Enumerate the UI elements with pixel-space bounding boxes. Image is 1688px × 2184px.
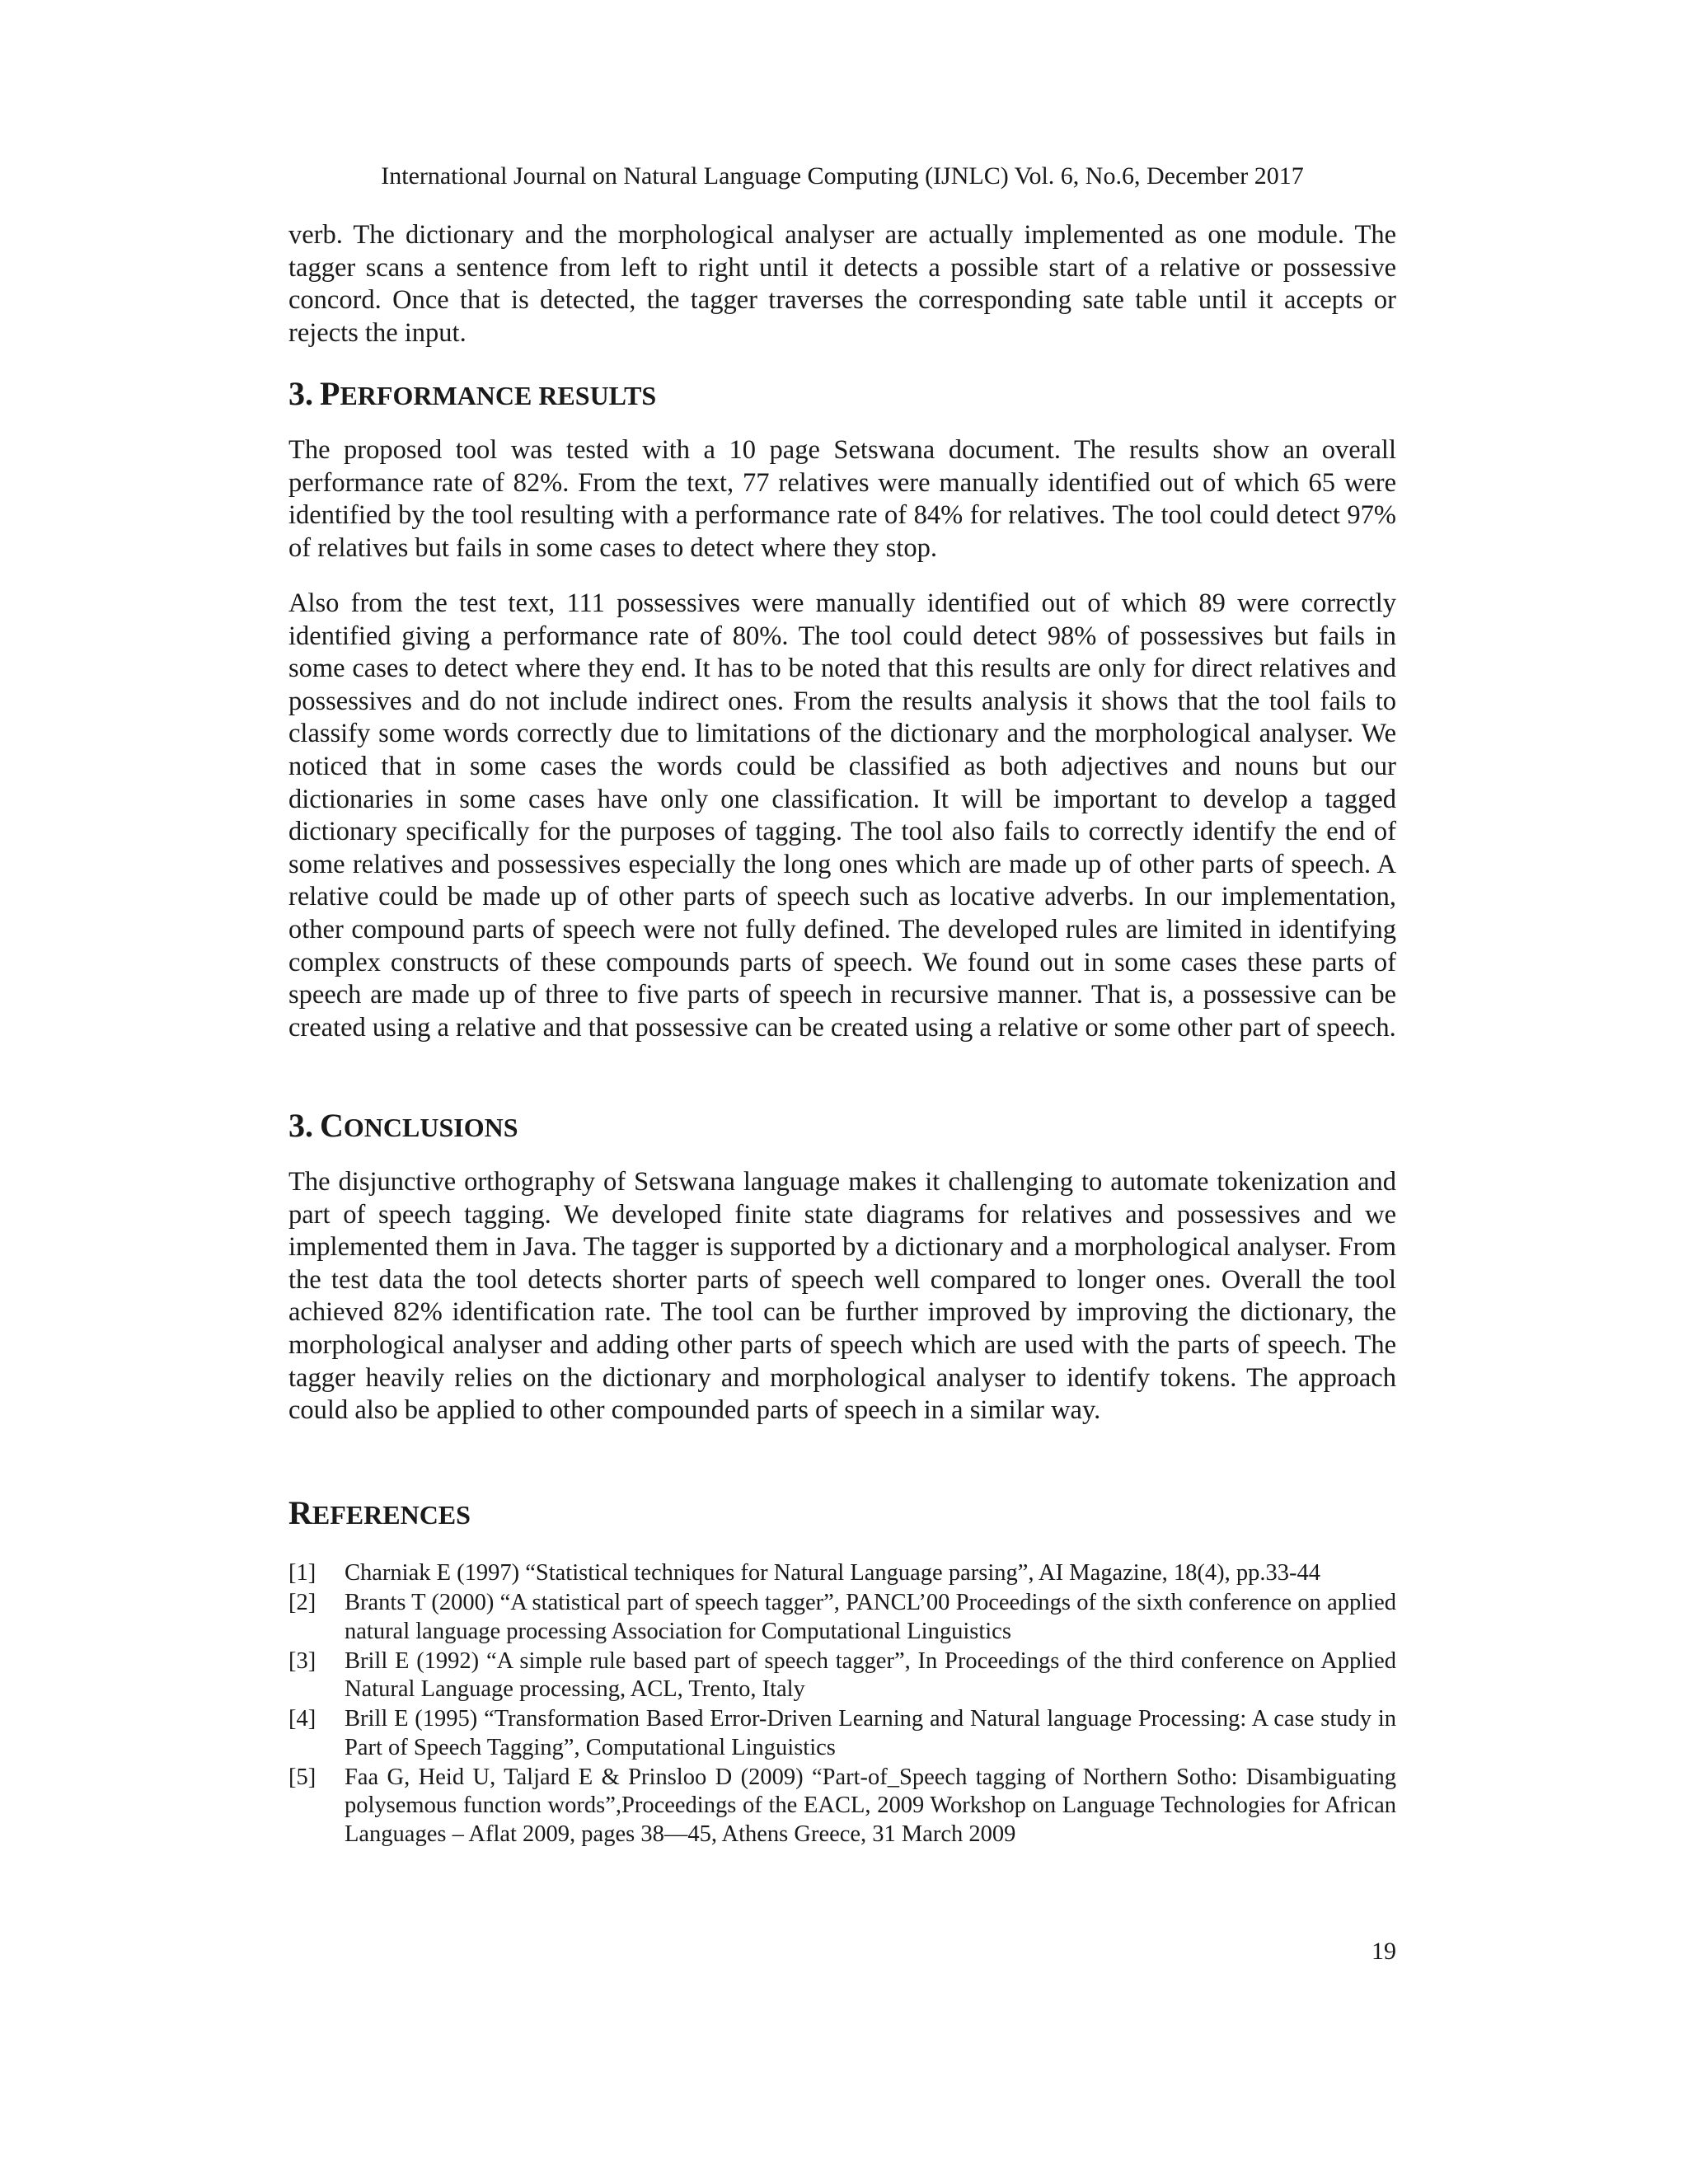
page-number: 19 xyxy=(1372,1938,1396,1965)
running-header: International Journal on Natural Language Computing (IJNLC) Vol. 6, No.6, December 2017 xyxy=(381,162,1304,190)
reference-item xyxy=(288,1559,1396,1588)
section-title-initial: C xyxy=(320,1107,344,1144)
section-title-rest: ERFORMANCE RESULTS xyxy=(340,381,657,410)
references-title-initial: R xyxy=(288,1494,312,1531)
references-title-rest: EFERENCES xyxy=(312,1500,471,1530)
section-number: 3. xyxy=(288,375,313,412)
reference-text: Brill E (1992) “A simple rule based part of speech tagger”, In Proceedings of the third conference on Applied Natural Language processing, ACL, Trento, Italy xyxy=(345,1647,1396,1702)
reference-number: [5] xyxy=(288,1764,316,1790)
section-title-rest: ONCLUSIONS xyxy=(343,1113,518,1142)
reference-item xyxy=(288,1705,1396,1762)
intro-paragraph: verb. The dictionary and the morphological analyser are actually implemented as one module. The tagger scans a sentence from left to right until it detects a possible start of a relative or possessive concord. Once that is detected, the tagger traverses the corresponding sate table until it accepts or rejects the input. xyxy=(288,220,1396,348)
reference-item xyxy=(288,1764,1396,1849)
references-heading xyxy=(288,1494,471,1531)
reference-item xyxy=(288,1647,1396,1704)
performance-paragraph-2: Also from the test text, 111 possessives were manually identified out of which 89 were correctly identified giving a performance rate of 80%. The tool could detect 98% of possessives but fails in some cases to detect where they end. It has to be noted that this results are only for direct relatives and possessives and do not include indirect ones. From the results analysis it shows that the tool fails to classify some words correctly due to limitations of the dictionary and the morphological analyser. We noticed that in some cases the words could be classified as both adjectives and nouns but our dictionaries in some cases have only one classification. It will be important to develop a tagged dictionary specifically for the purposes of tagging. The tool also fails to correctly identify the end of some relatives and possessives especially the long ones which are made up of other parts of speech. A relative could be made up of other parts of speech such as locative adverbs. In our implementation, other compound parts of speech were not fully defined. The developed rules are limited in identifying complex constructs of these compounds parts of speech. We found out in some cases these parts of speech are made up of three to five parts of speech in recursive manner. That is, a possessive can be created using a relative and that possessive can be created using a relative or some other part of speech. xyxy=(288,588,1396,1043)
reference-number: [4] xyxy=(288,1706,316,1732)
reference-number: [3] xyxy=(288,1647,316,1674)
reference-number: [2] xyxy=(288,1590,316,1615)
reference-text: Brants T (2000) “A statistical part of speech tagger”, PANCL’00 Proceedings of the sixth conference on applied natural language processing Association for Computational Linguistics xyxy=(345,1590,1396,1644)
reference-text: Faa G, Heid U, Taljard E & Prinsloo D (2009) “Part-of_Speech tagging of Northern Sotho: Disambiguating polysemous function words”,Proceedings of the EACL, 2009 Workshop on Language Technologies for African Languages – Aflat 2009, pages 38—45, Athens Greece, 31 March 2009 xyxy=(345,1764,1396,1847)
reference-list xyxy=(288,1559,1396,1850)
section-heading-performance xyxy=(288,377,656,412)
reference-text: Brill E (1995) “Transformation Based Error-Driven Learning and Natural language Processing: A case study in Part of Speech Tagging”, Computational Linguistics xyxy=(345,1706,1396,1760)
reference-number: [1] xyxy=(288,1560,316,1586)
performance-paragraph-1: The proposed tool was tested with a 10 page Setswana document. The results show an overall performance rate of 82%. From the text, 77 relatives were manually identified out of which 65 were identified by the tool resulting with a performance rate of 84% for relatives. The tool could detect 97% of relatives but fails in some cases to detect where they stop. xyxy=(288,435,1396,563)
reference-text: Charniak E (1997) “Statistical techniques for Natural Language parsing”, AI Magazine, 18(4), pp.33-44 xyxy=(345,1560,1320,1586)
reference-item xyxy=(288,1589,1396,1646)
section-title-initial: P xyxy=(320,375,340,412)
conclusions-paragraph: The disjunctive orthography of Setswana language makes it challenging to automate tokenization and part of speech tagging. We developed finite state diagrams for relatives and possessives and we implemented them in Java. The tagger is supported by a dictionary and a morphological analyser. From the test data the tool detects shorter parts of speech well compared to longer ones. Overall the tool achieved 82% identification rate. The tool can be further improved by improving the dictionary, the morphological analyser and adding other parts of speech which are used with the parts of speech. The tagger heavily relies on the dictionary and morphological analyser to identify tokens. The approach could also be applied to other compounded parts of speech in a similar way. xyxy=(288,1167,1396,1426)
section-number: 3. xyxy=(288,1107,313,1144)
section-heading-conclusions xyxy=(288,1109,518,1144)
